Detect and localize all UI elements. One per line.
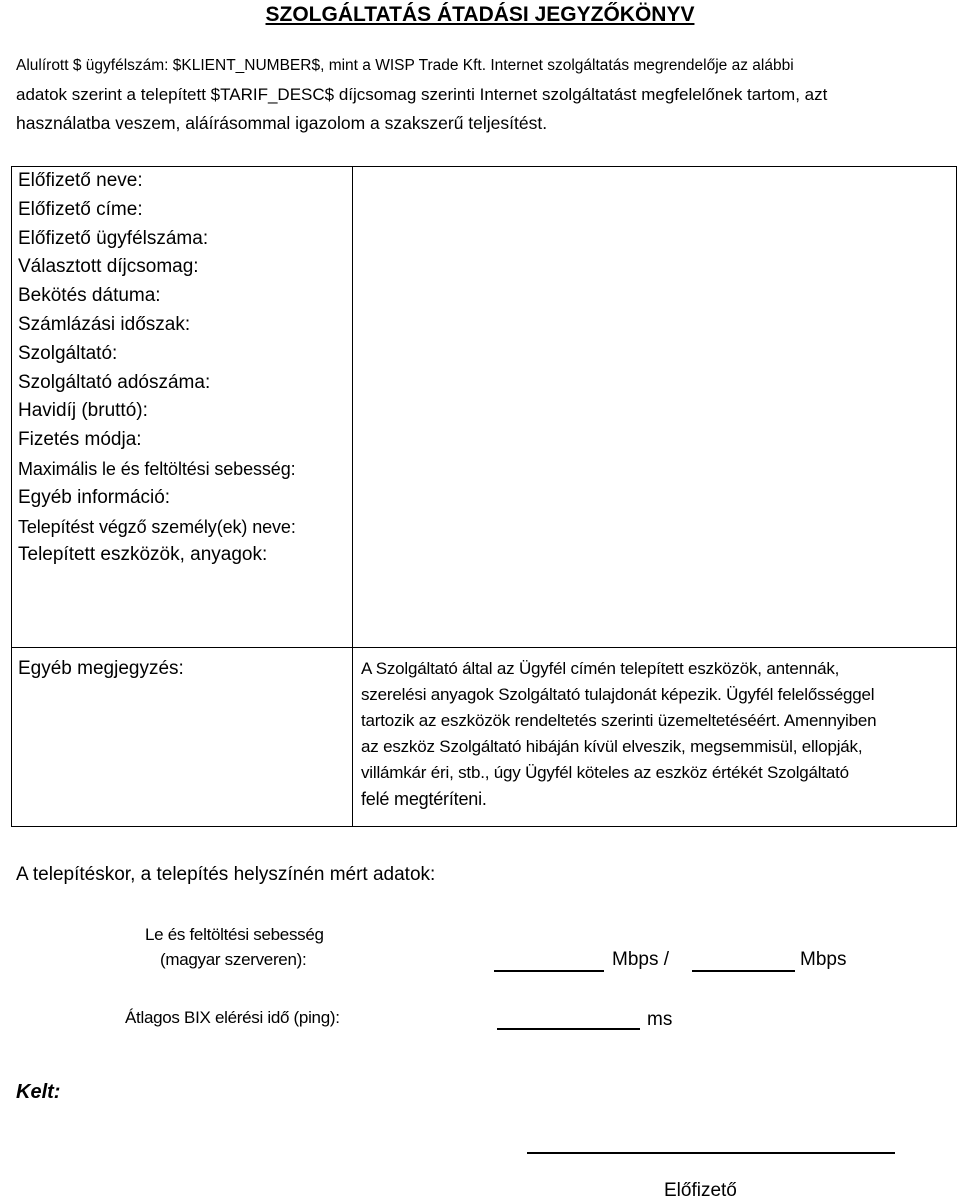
document-title: SZOLGÁLTATÁS ÁTADÁSI JEGYZŐKÖNYV [265,3,695,26]
field-label-client-number: Előfizető ügyfélszáma: [18,227,209,249]
subscriber-data-table [11,166,957,827]
field-label-provider: Szolgáltató: [18,342,118,364]
field-values-cell[interactable] [353,167,957,648]
field-label-billing-period: Számlázási időszak: [18,313,191,335]
signature-line[interactable] [527,1152,895,1154]
field-label-installer-names: Telepítést végző személy(ek) neve: [18,516,296,537]
speed-label: Le és feltöltési sebesség [145,925,324,944]
speed-unit-2: Mbps [800,949,847,970]
notes-line: az eszköz Szolgáltató hibáján kívül elveszik, megsemmisül, ellopják, [361,737,863,756]
field-label-monthly-fee: Havidíj (bruttó): [18,400,148,422]
speed-label-sub: (magyar szerveren): [160,950,307,969]
ping-label: Átlagos BIX elérési idő (ping): [125,1008,340,1027]
download-speed-blank[interactable] [494,970,604,972]
field-label-other-info: Egyéb információ: [18,486,171,508]
ping-unit: ms [647,1009,673,1030]
notes-line: felé megtéríteni. [361,789,487,809]
intro-paragraph [16,52,956,138]
field-label-provider-tax-number: Szolgáltató adószáma: [18,371,211,393]
field-label-connection-date: Bekötés dátuma: [18,285,161,307]
field-label-package: Választott díjcsomag: [18,256,199,278]
field-labels-cell [12,167,353,648]
notes-label: Egyéb megjegyzés: [12,648,353,827]
field-label-max-speed: Maximális le és feltöltési sebesség: [18,458,296,479]
speed-unit-1: Mbps / [612,949,670,970]
notes-line: tartozik az eszközök rendeltetés szerinti üzemeltetéséért. Amennyiben [361,711,877,730]
field-label-name: Előfizető neve: [18,170,143,191]
notes-line: villámkár éri, stb., úgy Ügyfél köteles az eszköz értékét Szolgáltató [361,763,849,782]
measured-data-heading: A telepítéskor, a telepítés helyszínén mért adatok: [16,864,436,885]
ping-blank[interactable] [497,1028,640,1030]
intro-line-2: adatok szerint a telepített $TARIF_DESC$ díjcsomag szerinti Internet szolgáltatást megfelelőnek tartom, azt [16,84,828,104]
notes-line: A Szolgáltató által az Ügyfél címén telepített eszközök, antennák, [361,659,840,678]
intro-line-3: használatba veszem, aláírásommal igazolom a szakszerű teljesítést. [16,113,548,133]
signature-label: Előfizető [664,1180,737,1201]
intro-line-1: Alulírott $ ügyfélszám: $KLIENT_NUMBER$, mint a WISP Trade Kft. Internet szolgáltatás megrendelője az alábbi [16,57,794,74]
notes-line: szerelési anyagok Szolgáltató tulajdonát képezik. Ügyfél felelősséggel [361,685,875,704]
date-place-label: Kelt: [16,1081,61,1103]
field-label-address: Előfizető címe: [18,198,143,220]
field-label-installed-devices: Telepített eszközök, anyagok: [18,544,268,566]
field-label-payment-method: Fizetés módja: [18,429,142,451]
notes-text [353,648,957,827]
upload-speed-blank[interactable] [692,970,795,972]
